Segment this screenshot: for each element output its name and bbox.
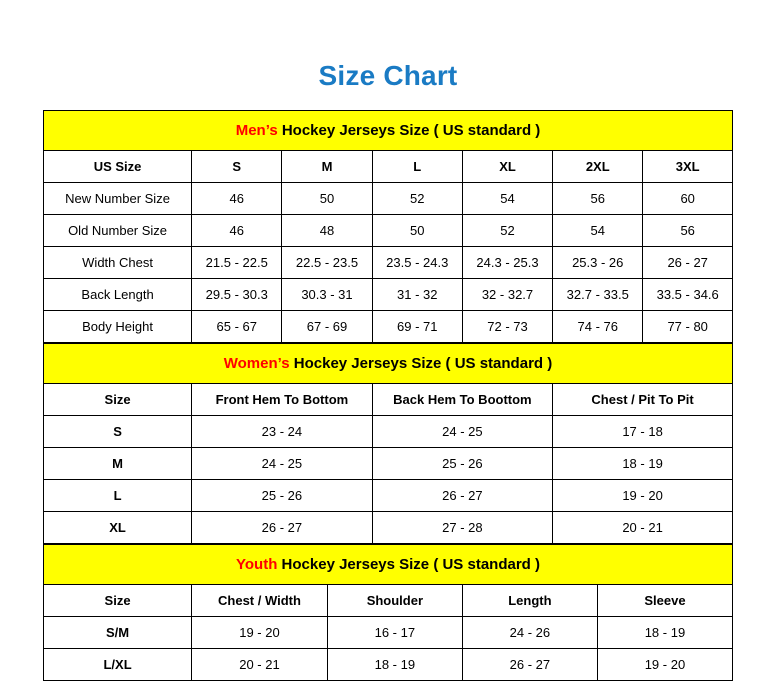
mens-row-0-val-0: 46 xyxy=(192,183,282,215)
youth-row-1-val-1: 18 - 19 xyxy=(327,649,462,681)
mens-row-4-val-3: 72 - 73 xyxy=(462,311,552,343)
womens-row-0-val-0: 23 - 24 xyxy=(192,416,373,448)
womens-row-3-val-2: 20 - 21 xyxy=(553,512,733,544)
mens-row-0-val-4: 56 xyxy=(553,183,643,215)
mens-row-0-val-2: 52 xyxy=(372,183,462,215)
womens-col-1: Front Hem To Bottom xyxy=(192,384,373,416)
womens-row-2-val-2: 19 - 20 xyxy=(553,480,733,512)
youth-row-0-val-1: 16 - 17 xyxy=(327,617,462,649)
mens-col-0: US Size xyxy=(44,151,192,183)
mens-row-4-label: Body Height xyxy=(44,311,192,343)
size-chart-container xyxy=(43,110,733,681)
table-row xyxy=(44,247,733,279)
youth-col-2: Shoulder xyxy=(327,585,462,617)
mens-row-4-val-4: 74 - 76 xyxy=(553,311,643,343)
mens-row-2-val-0: 21.5 - 22.5 xyxy=(192,247,282,279)
mens-column-header-row xyxy=(44,151,733,183)
table-row xyxy=(44,649,733,681)
mens-col-2: M xyxy=(282,151,372,183)
womens-row-1-label: M xyxy=(44,448,192,480)
mens-row-1-val-0: 46 xyxy=(192,215,282,247)
mens-section-header-row xyxy=(44,111,733,151)
womens-row-3-label: XL xyxy=(44,512,192,544)
table-row xyxy=(44,416,733,448)
youth-section-header-row xyxy=(44,545,733,585)
mens-row-0-val-3: 54 xyxy=(462,183,552,215)
table-row xyxy=(44,617,733,649)
mens-row-1-val-1: 48 xyxy=(282,215,372,247)
youth-section-header-accent: Youth xyxy=(236,556,278,573)
table-row xyxy=(44,480,733,512)
mens-col-1: S xyxy=(192,151,282,183)
mens-row-2-val-4: 25.3 - 26 xyxy=(553,247,643,279)
youth-col-3: Length xyxy=(462,585,597,617)
mens-row-3-val-0: 29.5 - 30.3 xyxy=(192,279,282,311)
mens-section-header-rest: Hockey Jerseys Size ( US standard ) xyxy=(277,122,541,139)
womens-row-0-val-1: 24 - 25 xyxy=(372,416,553,448)
table-row xyxy=(44,311,733,343)
mens-row-3-val-1: 30.3 - 31 xyxy=(282,279,372,311)
womens-row-2-label: L xyxy=(44,480,192,512)
womens-size-table xyxy=(43,343,733,544)
womens-row-3-val-1: 27 - 28 xyxy=(372,512,553,544)
table-row xyxy=(44,448,733,480)
youth-row-0-val-0: 19 - 20 xyxy=(192,617,328,649)
womens-row-2-val-1: 26 - 27 xyxy=(372,480,553,512)
mens-col-6: 3XL xyxy=(643,151,733,183)
youth-section-header-rest: Hockey Jerseys Size ( US standard ) xyxy=(277,556,540,573)
mens-row-2-val-3: 24.3 - 25.3 xyxy=(462,247,552,279)
mens-row-0-label: New Number Size xyxy=(44,183,192,215)
youth-row-1-val-2: 26 - 27 xyxy=(462,649,597,681)
mens-row-2-val-1: 22.5 - 23.5 xyxy=(282,247,372,279)
womens-col-2: Back Hem To Boottom xyxy=(372,384,553,416)
womens-col-0: Size xyxy=(44,384,192,416)
youth-row-0-val-3: 18 - 19 xyxy=(597,617,732,649)
womens-row-2-val-0: 25 - 26 xyxy=(192,480,373,512)
mens-row-0-val-5: 60 xyxy=(643,183,733,215)
mens-row-1-val-3: 52 xyxy=(462,215,552,247)
youth-col-4: Sleeve xyxy=(597,585,732,617)
mens-row-4-val-5: 77 - 80 xyxy=(643,311,733,343)
mens-col-4: XL xyxy=(462,151,552,183)
womens-section-header-row xyxy=(44,344,733,384)
mens-row-2-val-5: 26 - 27 xyxy=(643,247,733,279)
youth-col-0: Size xyxy=(44,585,192,617)
womens-row-1-val-0: 24 - 25 xyxy=(192,448,373,480)
mens-row-1-val-5: 56 xyxy=(643,215,733,247)
mens-row-0-val-1: 50 xyxy=(282,183,372,215)
youth-column-header-row xyxy=(44,585,733,617)
mens-col-5: 2XL xyxy=(553,151,643,183)
mens-row-3-val-3: 32 - 32.7 xyxy=(462,279,552,311)
mens-row-3-val-4: 32.7 - 33.5 xyxy=(553,279,643,311)
womens-row-0-label: S xyxy=(44,416,192,448)
mens-section-header-accent: Men’s xyxy=(235,122,278,139)
womens-col-3: Chest / Pit To Pit xyxy=(553,384,733,416)
mens-row-1-label: Old Number Size xyxy=(44,215,192,247)
mens-row-2-label: Width Chest xyxy=(44,247,192,279)
youth-row-0-label: S/M xyxy=(44,617,192,649)
page-title: Size Chart xyxy=(318,60,458,91)
mens-row-2-val-2: 23.5 - 24.3 xyxy=(372,247,462,279)
womens-section-header-accent: Women’s xyxy=(223,355,290,372)
mens-row-1-val-2: 50 xyxy=(372,215,462,247)
womens-row-0-val-2: 17 - 18 xyxy=(553,416,733,448)
youth-col-1: Chest / Width xyxy=(192,585,328,617)
womens-section-header-rest: Hockey Jerseys Size ( US standard ) xyxy=(289,355,553,372)
mens-row-3-val-2: 31 - 32 xyxy=(372,279,462,311)
womens-row-1-val-1: 25 - 26 xyxy=(372,448,553,480)
youth-row-1-val-0: 20 - 21 xyxy=(192,649,328,681)
mens-col-3: L xyxy=(372,151,462,183)
table-row xyxy=(44,183,733,215)
mens-row-1-val-4: 54 xyxy=(553,215,643,247)
mens-section-header xyxy=(44,111,733,151)
youth-section-header xyxy=(44,545,733,585)
womens-row-1-val-2: 18 - 19 xyxy=(553,448,733,480)
mens-row-4-val-0: 65 - 67 xyxy=(192,311,282,343)
womens-column-header-row xyxy=(44,384,733,416)
mens-row-4-val-1: 67 - 69 xyxy=(282,311,372,343)
youth-row-0-val-2: 24 - 26 xyxy=(462,617,597,649)
womens-row-3-val-0: 26 - 27 xyxy=(192,512,373,544)
mens-row-3-val-5: 33.5 - 34.6 xyxy=(643,279,733,311)
table-row xyxy=(44,512,733,544)
youth-row-1-val-3: 19 - 20 xyxy=(597,649,732,681)
table-row xyxy=(44,279,733,311)
mens-row-4-val-2: 69 - 71 xyxy=(372,311,462,343)
youth-size-table xyxy=(43,544,733,681)
mens-row-3-label: Back Length xyxy=(44,279,192,311)
table-row xyxy=(44,215,733,247)
womens-section-header xyxy=(44,344,733,384)
youth-row-1-label: L/XL xyxy=(44,649,192,681)
mens-size-table xyxy=(43,110,733,343)
